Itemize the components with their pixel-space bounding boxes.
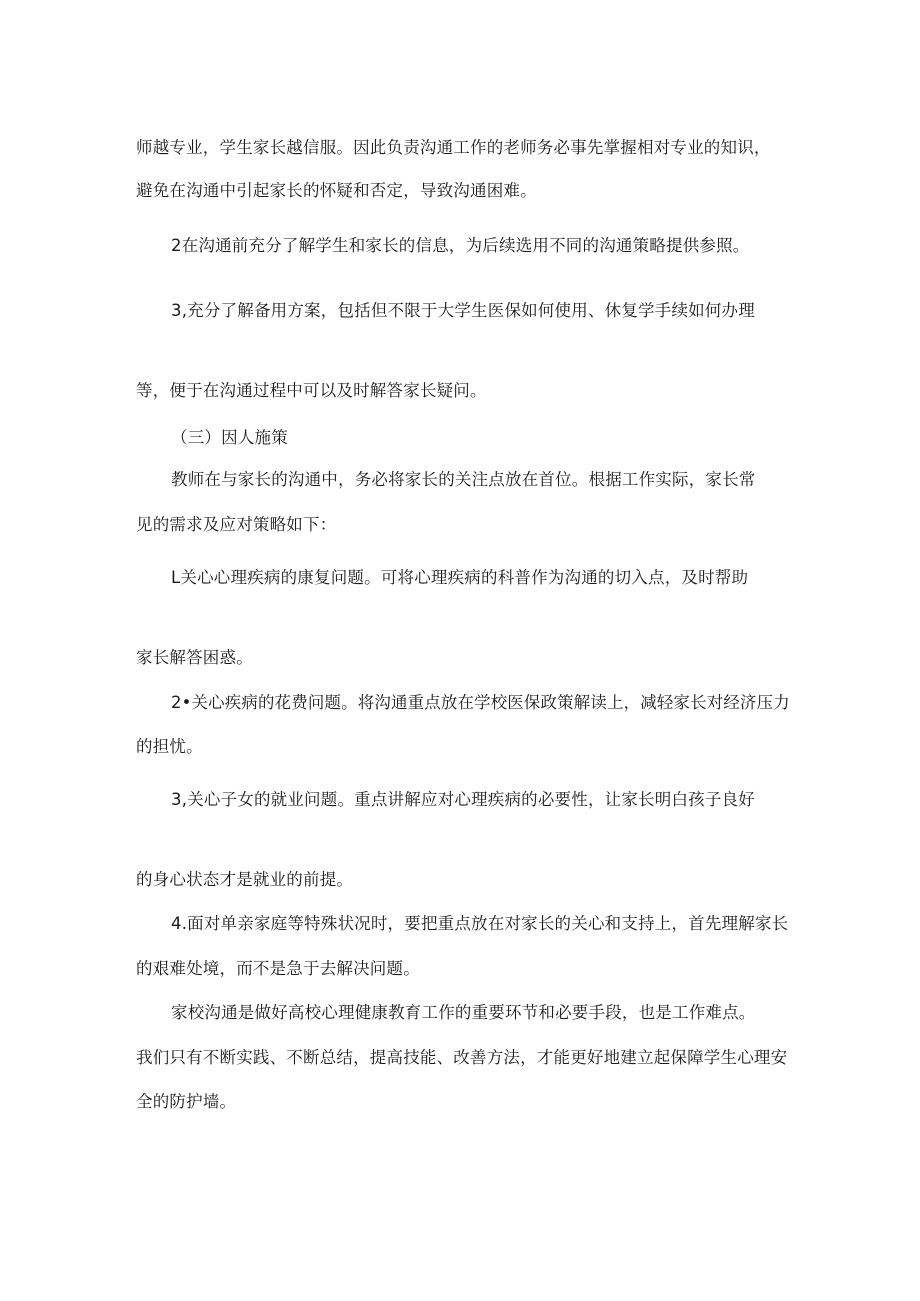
text-line: 2•关心疾病的花费问题。将沟通重点放在学校医保政策解读上，减轻家长对经济压力 [171, 693, 790, 712]
text-line: 2在沟通前充分了解学生和家长的信息，为后续选用不同的沟通策略提供参照。 [171, 236, 750, 255]
text-line: 4.面对单亲家庭等特殊状况时，要把重点放在对家长的关心和支持上，首先理解家长 [171, 914, 789, 933]
text-line: 3,关心子女的就业问题。重点讲解应对心理疾病的必要性，让家长明白孩子良好 [171, 790, 755, 809]
text-line: 的担忧。 [136, 737, 203, 756]
text-line: 3,充分了解备用方案，包括但不限于大学生医保如何使用、休复学手续如何办理 [171, 301, 755, 320]
text-line: 等，便于在沟通过程中可以及时解答家长疑问。 [136, 381, 487, 400]
text-line: 的艰难处境，而不是急于去解决问题。 [136, 959, 420, 978]
section-heading: （三）因人施策 [171, 428, 288, 447]
text-line: 见的需求及应对策略如下： [136, 515, 337, 534]
text-line: 教师在与家长的沟通中，务必将家长的关注点放在首位。根据工作实际，家长常 [171, 470, 756, 489]
text-line: 全的防护墙。 [136, 1092, 237, 1111]
text-line: 家长解答困惑。 [136, 648, 253, 667]
text-line: 师越专业，学生家长越信服。因此负责沟通工作的老师务必事先掌握相对专业的知识， [136, 138, 771, 157]
text-line: 家校沟通是做好高校心理健康教育工作的重要环节和必要手段，也是工作难点。 [171, 1003, 756, 1022]
text-line: 的身心状态才是就业的前提。 [136, 870, 354, 889]
text-line: 我们只有不断实践、不断总结，提高技能、改善方法，才能更好地建立起保障学生心理安 [136, 1048, 788, 1067]
text-line: 避免在沟通中引起家长的怀疑和否定，导致沟通困难。 [136, 181, 537, 200]
text-line: L关心心理疾病的康复问题。可将心理疾病的科普作为沟通的切入点，及时帮助 [171, 568, 749, 587]
